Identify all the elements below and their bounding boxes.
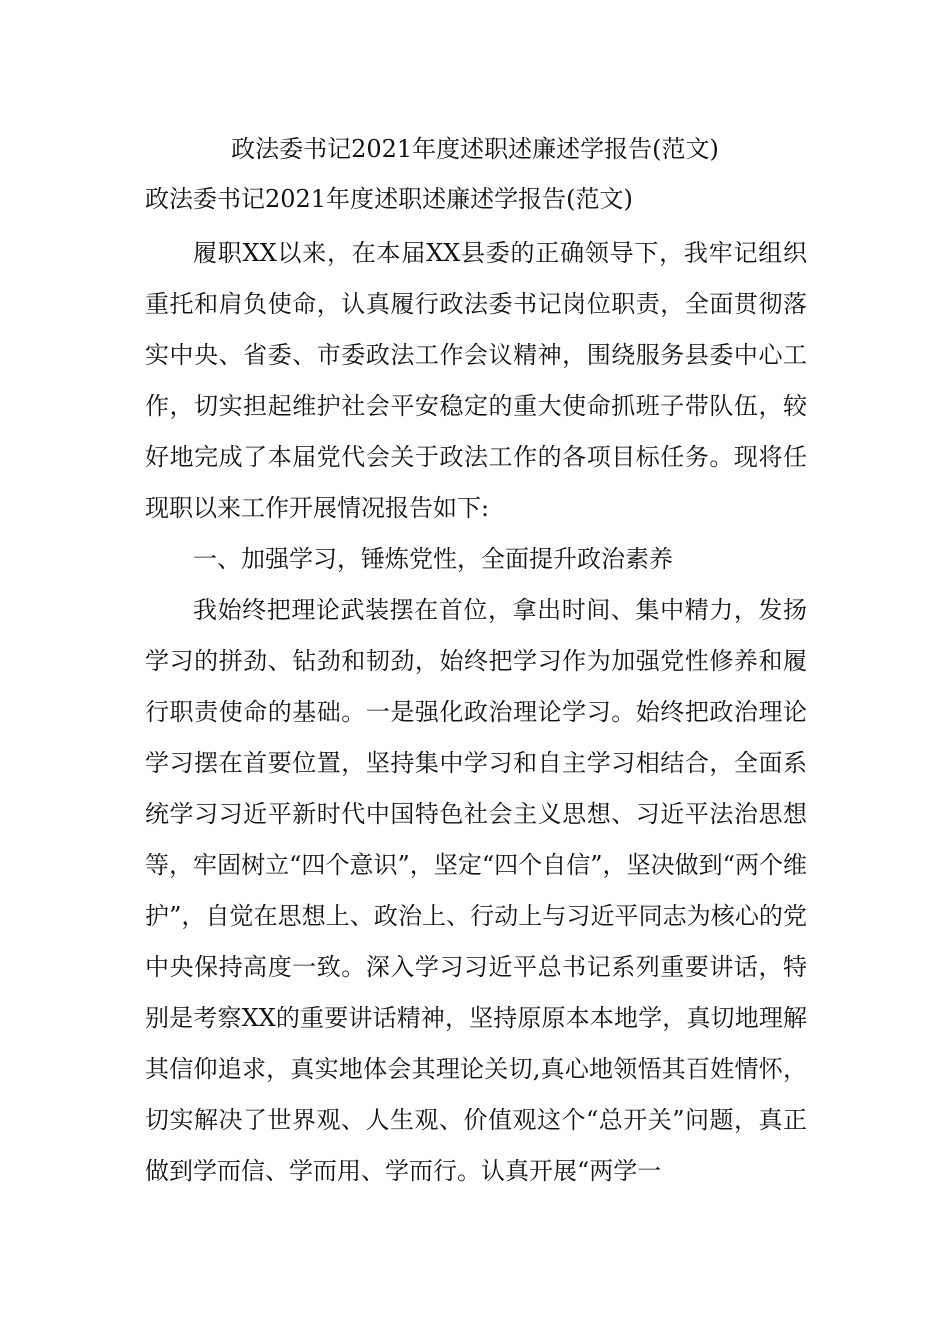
document-body	[145, 228, 807, 1197]
paragraph-study: 我始终把理论武装摆在首位，拿出时间、集中精力，发扬学习的拼劲、钻劲和韧劲，始终把学习作为加强党性修养和履行职责使命的基础。一是强化政治理论学习。始终把政治理论学习摆在首要位置，坚持集中学习和自主学习相结合，全面系统学习习近平新时代中国特色社会主义思想、习近平法治思想等，牢固树立“四个意识”，坚定“四个自信”，坚决做到“两个维护”，自觉在思想上、政治上、行动上与习近平同志为核心的党中央保持高度一致。深入学习习近平总书记系列重要讲话，特别是考察XX的重要讲话精神，坚持原原本本地学，真切地理解其信仰追求，真实地体会其理论关切,真心地领悟其百姓情怀，切实解决了世界观、人生观、价值观这个“总开关”问题，真正做到学而信、学而用、学而行。认真开展“两学一	[145, 596, 807, 1185]
paragraph-intro: 履职XX以来，在本届XX县委的正确领导下，我牢记组织重托和肩负使命，认真履行政法委书记岗位职责，全面贯彻落实中央、省委、市委政法工作会议精神，围绕服务县委中心工作，切实担起维护社会平安稳定的重大使命抓班子带队伍，较好地完成了本届党代会关于政法工作的各项目标任务。现将任现职以来工作开展情况报告如下:	[145, 239, 807, 522]
document-title: 政法委书记2021年度述职述廉述学报告(范文)	[231, 135, 719, 163]
document-subtitle: 政法委书记2021年度述职述廉述学报告(范文)	[145, 185, 633, 213]
section-heading-1: 一、加强学习，锤炼党性，全面提升政治素养	[193, 545, 673, 573]
